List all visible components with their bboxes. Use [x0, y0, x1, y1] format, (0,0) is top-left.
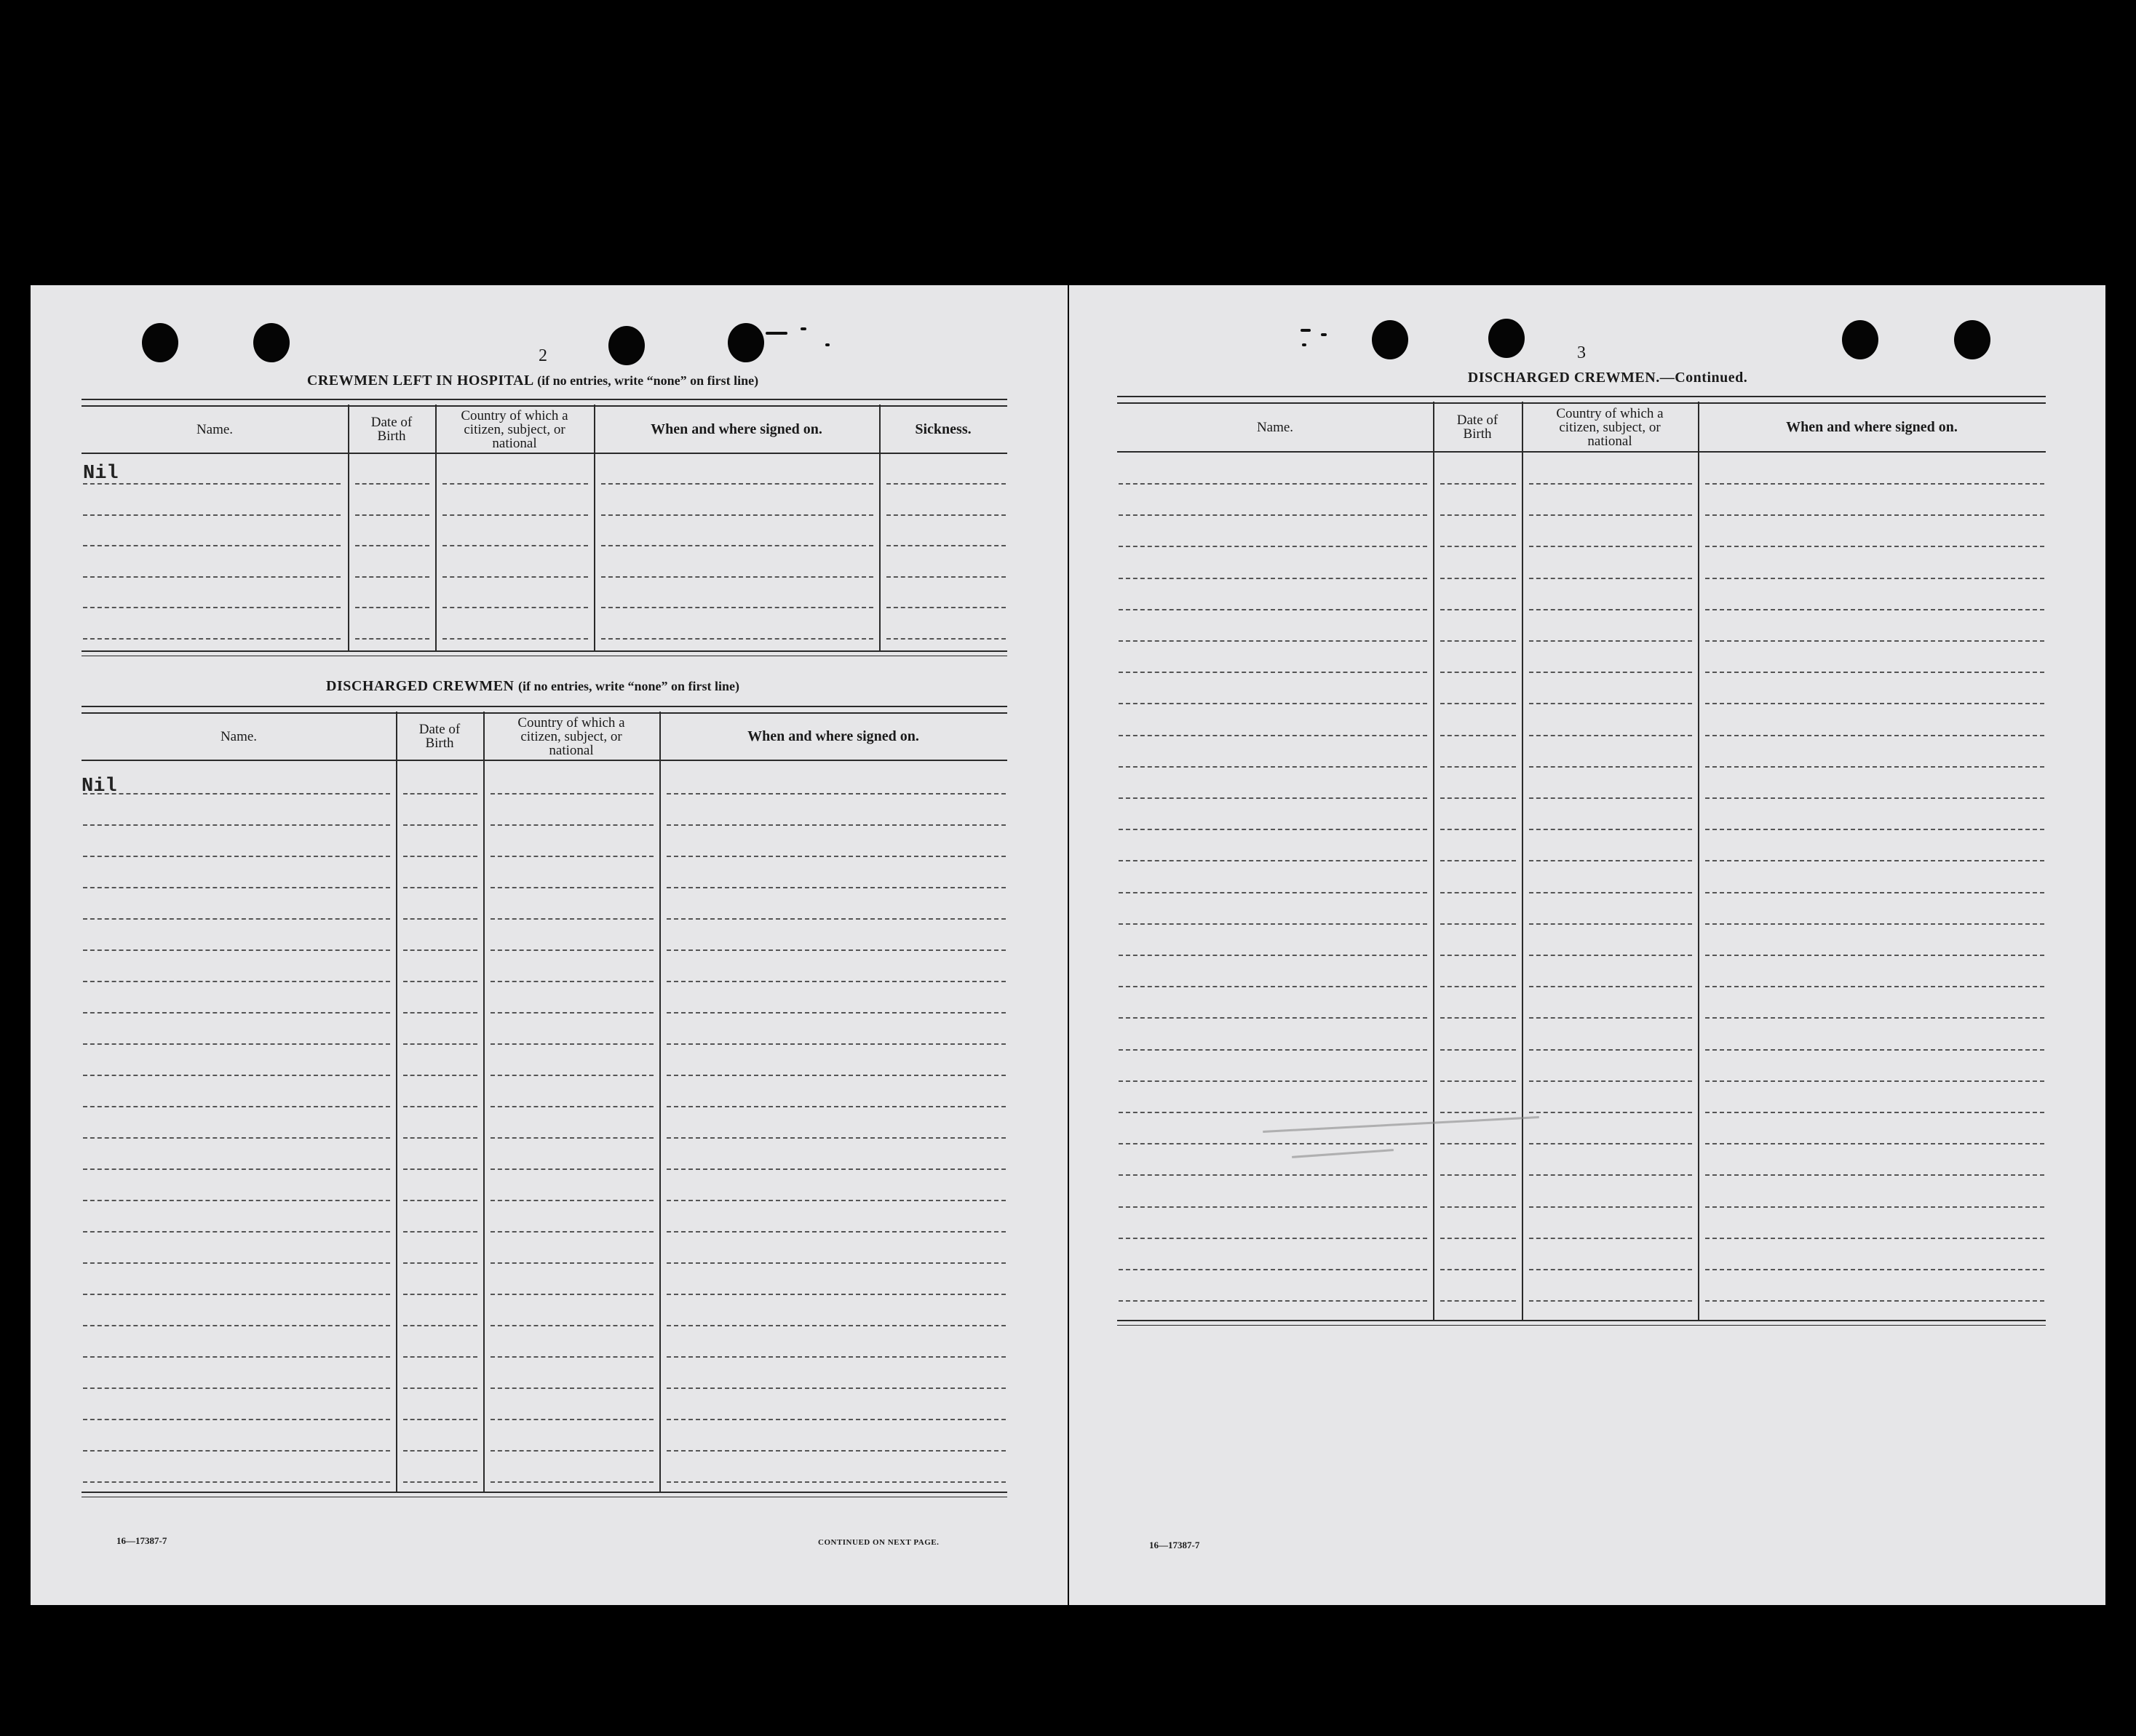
- column-divider: [659, 712, 661, 1493]
- ruled-line: [1705, 1206, 2044, 1208]
- col-country-header: Country of which a citizen, subject, or national: [517, 714, 625, 758]
- ruled-line: [403, 981, 477, 982]
- ruled-line: [1529, 1112, 1692, 1113]
- ruled-line: [1119, 923, 1427, 925]
- ruled-line: [1440, 546, 1516, 547]
- ruled-line: [403, 1043, 477, 1045]
- ruled-line: [1119, 1174, 1427, 1176]
- ruled-line: [1705, 955, 2044, 956]
- ruled-line: [1529, 1206, 1692, 1208]
- ruled-line: [1440, 1206, 1516, 1208]
- ruled-line: [1119, 483, 1427, 485]
- ruled-line: [1529, 640, 1692, 642]
- ruled-line: [667, 887, 1006, 888]
- faint-smudge: [1292, 1149, 1394, 1158]
- ruled-line: [667, 1200, 1006, 1201]
- ruled-line: [1705, 892, 2044, 893]
- ruled-line: [355, 576, 429, 578]
- ruled-line: [1119, 829, 1427, 830]
- ruled-line: [1119, 514, 1427, 516]
- ruled-line: [491, 918, 654, 920]
- ruled-line: [1440, 735, 1516, 736]
- ruled-line: [601, 545, 873, 546]
- punch-hole: [142, 323, 178, 362]
- ruled-line: [403, 1294, 477, 1295]
- ruled-line: [1529, 546, 1692, 547]
- ruled-line: [491, 1137, 654, 1139]
- ruled-line: [403, 1419, 477, 1420]
- ruled-line: [403, 1356, 477, 1358]
- ruled-line: [491, 1200, 654, 1201]
- ruled-line: [667, 949, 1006, 951]
- ruled-line: [667, 1106, 1006, 1107]
- ink-speck: [825, 343, 830, 346]
- ruled-line: [1529, 1238, 1692, 1239]
- ruled-line: [491, 1450, 654, 1452]
- ruled-line: [1440, 703, 1516, 704]
- column-divider: [483, 712, 485, 1493]
- ruled-line: [886, 638, 1006, 640]
- ruled-line: [1119, 1112, 1427, 1113]
- ruled-line: [403, 1012, 477, 1014]
- ruled-line: [667, 1356, 1006, 1358]
- ruled-line: [1705, 609, 2044, 610]
- hospital-title-instruction: (if no entries, write “none” on first line): [537, 373, 759, 388]
- ruled-line: [667, 1137, 1006, 1139]
- ruled-line: [83, 1294, 390, 1295]
- ruled-line: [667, 1012, 1006, 1014]
- ruled-line: [1705, 1017, 2044, 1019]
- ruled-line: [83, 1231, 390, 1233]
- ruled-line: [1440, 1269, 1516, 1270]
- ruled-line: [1705, 829, 2044, 830]
- punch-hole: [1842, 320, 1878, 359]
- ruled-line: [1119, 703, 1427, 704]
- form-code: 16—17387-7: [1149, 1540, 1200, 1550]
- col-country-header: Country of which a citizen, subject, or national: [461, 407, 568, 451]
- ruled-line: [667, 1387, 1006, 1389]
- ruled-line: [83, 545, 341, 546]
- ruled-line: [667, 918, 1006, 920]
- left-page: [31, 285, 1068, 1605]
- ruled-line: [83, 1200, 390, 1201]
- discharged-section-title: [140, 678, 926, 695]
- ruled-line: [667, 793, 1006, 795]
- ruled-line: [83, 1387, 390, 1389]
- ruled-line: [491, 1481, 654, 1483]
- ruled-line: [1440, 1017, 1516, 1019]
- ruled-line: [1440, 1049, 1516, 1051]
- table-header-rule: [82, 760, 1007, 761]
- ruled-line: [403, 1387, 477, 1389]
- ruled-line: [1529, 1300, 1692, 1302]
- ruled-line: [491, 981, 654, 982]
- ruled-line: [1705, 1080, 2044, 1082]
- ruled-line: [1705, 1269, 2044, 1270]
- ruled-line: [1705, 703, 2044, 704]
- ruled-line: [1705, 766, 2044, 768]
- ruled-line: [355, 514, 429, 516]
- ruled-line: [1529, 609, 1692, 610]
- discharged-table: [82, 706, 1007, 1497]
- ruled-line: [442, 514, 588, 516]
- ruled-line: [491, 1419, 654, 1420]
- ruled-line: [1705, 483, 2044, 485]
- ruled-line: [1440, 797, 1516, 799]
- ink-speck: [1301, 329, 1311, 332]
- ruled-line: [1705, 1143, 2044, 1144]
- ruled-line: [667, 824, 1006, 826]
- ruled-line: [83, 1043, 390, 1045]
- page-number: 2: [539, 346, 547, 365]
- punch-hole: [1954, 320, 1990, 359]
- ruled-line: [667, 1043, 1006, 1045]
- ruled-line: [491, 793, 654, 795]
- ruled-line: [1529, 514, 1692, 516]
- hospital-entry-nil: Nil: [83, 463, 119, 485]
- ruled-line: [667, 1168, 1006, 1170]
- ruled-line: [1529, 1049, 1692, 1051]
- ruled-line: [1119, 1300, 1427, 1302]
- ruled-line: [1529, 766, 1692, 768]
- ruled-line: [491, 1231, 654, 1233]
- ruled-line: [83, 514, 341, 516]
- ruled-line: [442, 607, 588, 608]
- ruled-line: [83, 1481, 390, 1483]
- ruled-line: [1119, 797, 1427, 799]
- ruled-line: [403, 1137, 477, 1139]
- table-bottom-rule: [82, 650, 1007, 656]
- ruled-line: [83, 1137, 390, 1139]
- ruled-line: [491, 1387, 654, 1389]
- ruled-line: [1529, 735, 1692, 736]
- ruled-line: [83, 949, 390, 951]
- ruled-line: [1119, 1049, 1427, 1051]
- ruled-line: [1440, 1143, 1516, 1144]
- ruled-line: [442, 483, 588, 485]
- ruled-line: [1440, 578, 1516, 579]
- ruled-line: [667, 1450, 1006, 1452]
- ruled-line: [83, 1325, 390, 1326]
- hospital-table: [82, 399, 1007, 655]
- ruled-line: [1705, 578, 2044, 579]
- ruled-line: [1440, 860, 1516, 861]
- ruled-line: [403, 1325, 477, 1326]
- ruled-line: [442, 638, 588, 640]
- ruled-line: [491, 887, 654, 888]
- ruled-line: [1440, 483, 1516, 485]
- ruled-line: [1119, 1238, 1427, 1239]
- punch-hole: [1488, 319, 1525, 358]
- ruled-line: [601, 638, 873, 640]
- col-name-header: Name.: [220, 728, 258, 744]
- punch-hole: [608, 326, 645, 365]
- ruled-line: [1119, 1206, 1427, 1208]
- ruled-line: [1529, 1174, 1692, 1176]
- ruled-line: [1529, 1080, 1692, 1082]
- table-header-rule: [82, 453, 1007, 454]
- ruled-line: [667, 1262, 1006, 1264]
- ruled-line: [1440, 829, 1516, 830]
- ruled-line: [601, 576, 873, 578]
- ink-speck: [1321, 333, 1327, 336]
- punch-hole: [253, 323, 290, 362]
- ruled-line: [667, 1075, 1006, 1076]
- ruled-line: [491, 1294, 654, 1295]
- discharged-continued-title: DISCHARGED CREWMEN.—Continued.: [1467, 370, 1748, 386]
- hospital-section-title: [140, 373, 926, 389]
- column-divider: [396, 712, 397, 1493]
- ruled-line: [1119, 1269, 1427, 1270]
- ruled-line: [83, 1450, 390, 1452]
- ruled-line: [1705, 797, 2044, 799]
- ruled-line: [601, 483, 873, 485]
- discharged-title-text: DISCHARGED CREWMEN: [326, 678, 515, 694]
- ruled-line: [1705, 546, 2044, 547]
- ruled-line: [1119, 609, 1427, 610]
- column-divider: [1698, 402, 1699, 1321]
- ruled-line: [1440, 1238, 1516, 1239]
- ruled-line: [403, 1106, 477, 1107]
- ruled-line: [83, 1356, 390, 1358]
- ruled-line: [1440, 892, 1516, 893]
- ruled-line: [1529, 955, 1692, 956]
- ruled-line: [1119, 892, 1427, 893]
- faint-smudge: [1263, 1116, 1539, 1133]
- ruled-line: [442, 576, 588, 578]
- ruled-line: [491, 1012, 654, 1014]
- ruled-line: [1440, 766, 1516, 768]
- right-page: [1069, 285, 2105, 1605]
- ruled-line: [1119, 986, 1427, 987]
- hospital-title-text: CREWMEN LEFT IN HOSPITAL: [306, 373, 533, 389]
- ruled-line: [886, 483, 1006, 485]
- column-divider: [1522, 402, 1523, 1321]
- ruled-line: [83, 918, 390, 920]
- ruled-line: [1705, 1238, 2044, 1239]
- ruled-line: [1440, 923, 1516, 925]
- ruled-line: [1529, 483, 1692, 485]
- col-name-header: Name.: [1256, 419, 1294, 435]
- ruled-line: [1705, 1300, 2044, 1302]
- ruled-line: [1119, 1143, 1427, 1144]
- punch-hole: [728, 323, 764, 362]
- col-dob-header: Date of Birth: [370, 415, 413, 444]
- col-country-header: Country of which a citizen, subject, or national: [1556, 405, 1664, 449]
- ruled-line: [491, 824, 654, 826]
- table-bottom-rule: [1117, 1320, 2046, 1326]
- col-signed-on-header: When and where signed on.: [651, 421, 822, 437]
- ruled-line: [1119, 766, 1427, 768]
- ruled-line: [403, 1481, 477, 1483]
- ruled-line: [1529, 672, 1692, 673]
- ruled-line: [83, 638, 341, 640]
- ruled-line: [1705, 514, 2044, 516]
- ruled-line: [1440, 986, 1516, 987]
- ruled-line: [1440, 514, 1516, 516]
- ruled-line: [667, 1481, 1006, 1483]
- ruled-line: [491, 1356, 654, 1358]
- ruled-line: [1440, 672, 1516, 673]
- ruled-line: [403, 793, 477, 795]
- ruled-line: [83, 1419, 390, 1420]
- ruled-line: [403, 824, 477, 826]
- ruled-line: [1529, 797, 1692, 799]
- ruled-line: [355, 545, 429, 546]
- ruled-line: [1705, 735, 2044, 736]
- ruled-line: [1529, 1269, 1692, 1270]
- col-dob-header: Date of Birth: [418, 722, 461, 751]
- ruled-line: [886, 545, 1006, 546]
- ruled-line: [83, 824, 390, 826]
- ruled-line: [83, 483, 341, 485]
- ruled-line: [1119, 672, 1427, 673]
- ruled-line: [1440, 1112, 1516, 1113]
- ruled-line: [1440, 1300, 1516, 1302]
- discharged-entry-nil: Nil: [82, 776, 117, 797]
- ruled-line: [403, 887, 477, 888]
- ruled-line: [1119, 860, 1427, 861]
- discharged-continued-table: [1117, 396, 2046, 1326]
- ruled-line: [403, 1200, 477, 1201]
- ruled-line: [1529, 829, 1692, 830]
- ruled-line: [667, 1294, 1006, 1295]
- col-signed-on-header: When and where signed on.: [1786, 418, 1958, 435]
- ruled-line: [886, 607, 1006, 608]
- ruled-line: [83, 856, 390, 857]
- ink-speck: [1302, 343, 1306, 346]
- table-header-rule: [1117, 451, 2046, 453]
- ruled-line: [1119, 640, 1427, 642]
- form-code: 16—17387-7: [116, 1535, 167, 1546]
- ruled-line: [403, 1075, 477, 1076]
- ruled-line: [83, 981, 390, 982]
- ruled-line: [491, 1075, 654, 1076]
- ruled-line: [1119, 955, 1427, 956]
- ruled-line: [83, 1012, 390, 1014]
- ruled-line: [886, 576, 1006, 578]
- ruled-line: [403, 856, 477, 857]
- ruled-line: [667, 1231, 1006, 1233]
- ruled-line: [403, 918, 477, 920]
- col-dob-header: Date of Birth: [1456, 413, 1498, 442]
- ruled-line: [667, 981, 1006, 982]
- ruled-line: [403, 1450, 477, 1452]
- column-divider: [1433, 402, 1434, 1321]
- ruled-line: [1705, 860, 2044, 861]
- ruled-line: [1529, 578, 1692, 579]
- ruled-line: [1119, 578, 1427, 579]
- ruled-line: [667, 1325, 1006, 1326]
- ruled-line: [491, 1325, 654, 1326]
- ruled-line: [1529, 986, 1692, 987]
- ruled-line: [355, 483, 429, 485]
- ruled-line: [1440, 1174, 1516, 1176]
- ruled-line: [1440, 640, 1516, 642]
- ink-speck: [766, 332, 787, 335]
- table-bottom-rule: [82, 1492, 1007, 1497]
- ruled-line: [442, 545, 588, 546]
- ruled-line: [491, 1106, 654, 1107]
- ruled-line: [355, 607, 429, 608]
- continued-note: CONTINUED ON NEXT PAGE.: [818, 1538, 940, 1547]
- ruled-line: [1529, 892, 1692, 893]
- ruled-line: [1440, 1080, 1516, 1082]
- ruled-line: [1119, 735, 1427, 736]
- ruled-line: [83, 1106, 390, 1107]
- ruled-line: [1705, 1112, 2044, 1113]
- ruled-line: [403, 949, 477, 951]
- ruled-line: [403, 1262, 477, 1264]
- ruled-line: [667, 1419, 1006, 1420]
- ruled-line: [601, 514, 873, 516]
- ruled-line: [1119, 1080, 1427, 1082]
- ruled-line: [83, 1262, 390, 1264]
- ruled-line: [83, 576, 341, 578]
- ruled-line: [667, 856, 1006, 857]
- ruled-line: [1705, 1174, 2044, 1176]
- col-name-header: Name.: [196, 421, 234, 437]
- ruled-line: [1529, 703, 1692, 704]
- ruled-line: [491, 949, 654, 951]
- ruled-line: [491, 1043, 654, 1045]
- ruled-line: [83, 607, 341, 608]
- ruled-line: [403, 1168, 477, 1170]
- ruled-line: [1529, 1017, 1692, 1019]
- ruled-line: [601, 607, 873, 608]
- ruled-line: [355, 638, 429, 640]
- ruled-line: [1705, 923, 2044, 925]
- ruled-line: [1705, 986, 2044, 987]
- ruled-line: [1705, 640, 2044, 642]
- ruled-line: [83, 887, 390, 888]
- punch-hole: [1372, 320, 1408, 359]
- discharged-title-instruction: (if no entries, write “none” on first line): [518, 679, 739, 693]
- ruled-line: [1705, 1049, 2044, 1051]
- ruled-line: [403, 1231, 477, 1233]
- ruled-line: [1705, 672, 2044, 673]
- ruled-line: [1440, 609, 1516, 610]
- ink-speck: [801, 327, 806, 330]
- ruled-line: [1529, 860, 1692, 861]
- page-number: 3: [1577, 343, 1586, 362]
- ruled-line: [1440, 955, 1516, 956]
- ruled-line: [83, 1168, 390, 1170]
- ruled-line: [491, 856, 654, 857]
- ruled-line: [83, 793, 390, 795]
- ruled-line: [491, 1262, 654, 1264]
- ruled-line: [886, 514, 1006, 516]
- ruled-line: [1119, 546, 1427, 547]
- ruled-line: [491, 1168, 654, 1170]
- ruled-line: [1119, 1017, 1427, 1019]
- ruled-line: [1529, 1143, 1692, 1144]
- ruled-line: [1529, 923, 1692, 925]
- ruled-line: [83, 1075, 390, 1076]
- col-signed-on-header: When and where signed on.: [747, 728, 919, 744]
- col-sickness-header: Sickness.: [915, 421, 972, 437]
